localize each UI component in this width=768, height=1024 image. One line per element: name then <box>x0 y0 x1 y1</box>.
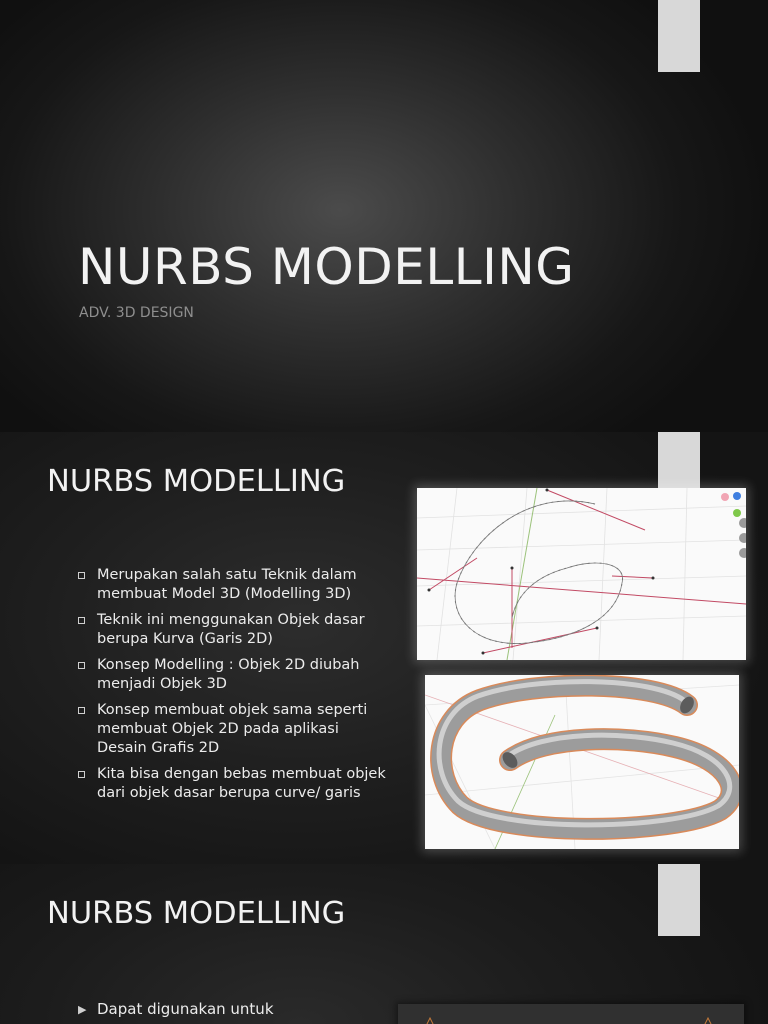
slide-title-page[interactable] <box>0 0 768 432</box>
nurbs-curve-screenshot <box>417 488 746 660</box>
viewport-gizmo-x-icon[interactable] <box>721 493 729 501</box>
viewport-pan-icon[interactable] <box>739 533 746 543</box>
slide-nurbs-usage[interactable] <box>0 864 768 1024</box>
triangle-bullet-icon: ▶ <box>78 1003 87 1016</box>
bullet-text: Teknik ini menggunakan Objek dasar berupa Kurva (Garis 2D) <box>97 612 365 647</box>
bullet-text: Konsep membuat objek sama seperti membuat Objek 2D pada aplikasi Desain Grafis 2D <box>97 702 368 756</box>
nurbs-curve-illustration <box>417 488 746 660</box>
bullet-list <box>78 1000 378 1019</box>
viewport-camera-icon[interactable] <box>739 548 746 558</box>
square-bullet-icon <box>78 707 85 714</box>
slide-title: NURBS MODELLING <box>47 464 346 499</box>
square-bullet-icon <box>78 572 85 579</box>
bullet-text: Merupakan salah satu Teknik dalam membuat Model 3D (Modelling 3D) <box>97 567 357 602</box>
nurbs-tube-illustration <box>425 675 739 849</box>
square-bullet-icon <box>78 617 85 624</box>
slide-tab-marker <box>658 0 700 72</box>
bullet-item <box>78 611 388 649</box>
bullet-text: Dapat digunakan untuk <box>97 1000 274 1018</box>
slide3-image-preview <box>398 1004 744 1024</box>
slide3-image-illustration <box>398 1004 744 1024</box>
bullet-item <box>78 701 388 758</box>
bullet-item <box>78 656 388 694</box>
square-bullet-icon <box>78 771 85 778</box>
bullet-text: Kita bisa dengan bebas membuat objek dari objek dasar berupa curve/ garis <box>97 766 386 801</box>
presentation-title: NURBS MODELLING <box>78 238 575 296</box>
slide-nurbs-overview[interactable] <box>0 432 768 864</box>
viewport-zoom-icon[interactable] <box>739 518 746 528</box>
bullet-item <box>78 765 388 803</box>
slide-tab-marker <box>658 864 700 936</box>
square-bullet-icon <box>78 662 85 669</box>
viewport-gizmo-y-icon[interactable] <box>733 509 741 517</box>
bullet-list <box>78 566 388 810</box>
bullet-item <box>78 1000 378 1019</box>
nurbs-tube-render <box>425 675 739 849</box>
slide-title: NURBS MODELLING <box>47 896 346 931</box>
viewport-gizmo-z-icon[interactable] <box>733 492 741 500</box>
presentation-subtitle: ADV. 3D DESIGN <box>79 305 194 321</box>
bullet-text: Konsep Modelling : Objek 2D diubah menjadi Objek 3D <box>97 657 360 692</box>
bullet-item <box>78 566 388 604</box>
